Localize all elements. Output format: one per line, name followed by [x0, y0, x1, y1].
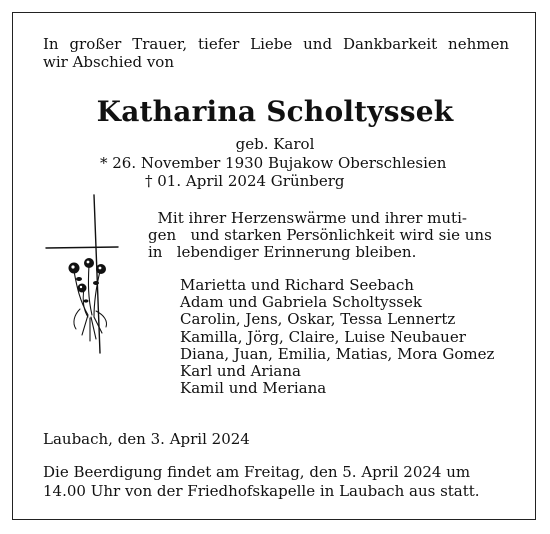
mourner-line: Karl und Ariana	[180, 362, 301, 381]
quote-line-3: in lebendiger Erinnerung bleiben.	[148, 243, 417, 261]
mourner-line: Adam und Gabriela Scholtyssek	[180, 293, 422, 312]
maiden-name: geb. Karol	[235, 135, 315, 153]
memorial-quote	[148, 210, 492, 261]
mourners-list	[180, 277, 494, 397]
quote-line-1: Mit ihrer Herzenswärme und ihrer muti-	[148, 209, 467, 227]
funeral-line-2: 14.00 Uhr von der Friedhofskapelle in Laubach aus statt.	[43, 482, 480, 500]
death-line: † 01. April 2024 Grünberg	[145, 172, 345, 190]
mourner-line: Diana, Juan, Emilia, Matias, Mora Gomez	[180, 344, 495, 363]
intro-line-2: wir Abschied von	[43, 52, 174, 71]
birth-line: * 26. November 1930 Bujakow Oberschlesien	[100, 154, 447, 172]
mourner-line: Carolin, Jens, Oskar, Tessa Lennertz	[180, 310, 456, 329]
intro-text	[43, 36, 509, 71]
quote-line-2: gen und starken Persönlichkeit wird sie uns	[148, 226, 492, 244]
mourner-line: Kamil und Meriana	[180, 379, 327, 398]
place-date: Laubach, den 3. April 2024	[43, 430, 250, 448]
deceased-name: Katharina Scholtyssek	[96, 95, 454, 128]
funeral-info	[43, 463, 480, 501]
intro-line-1: In großer Trauer, tiefer Liebe und Dankbarkeit nehmen	[43, 35, 509, 53]
funeral-line-1: Die Beerdigung findet am Freitag, den 5. April 2024 um	[43, 463, 471, 481]
cross-with-roses-icon	[44, 193, 120, 355]
mourner-line: Marietta und Richard Seebach	[180, 276, 414, 294]
mourner-line: Kamilla, Jörg, Claire, Luise Neubauer	[180, 327, 466, 346]
